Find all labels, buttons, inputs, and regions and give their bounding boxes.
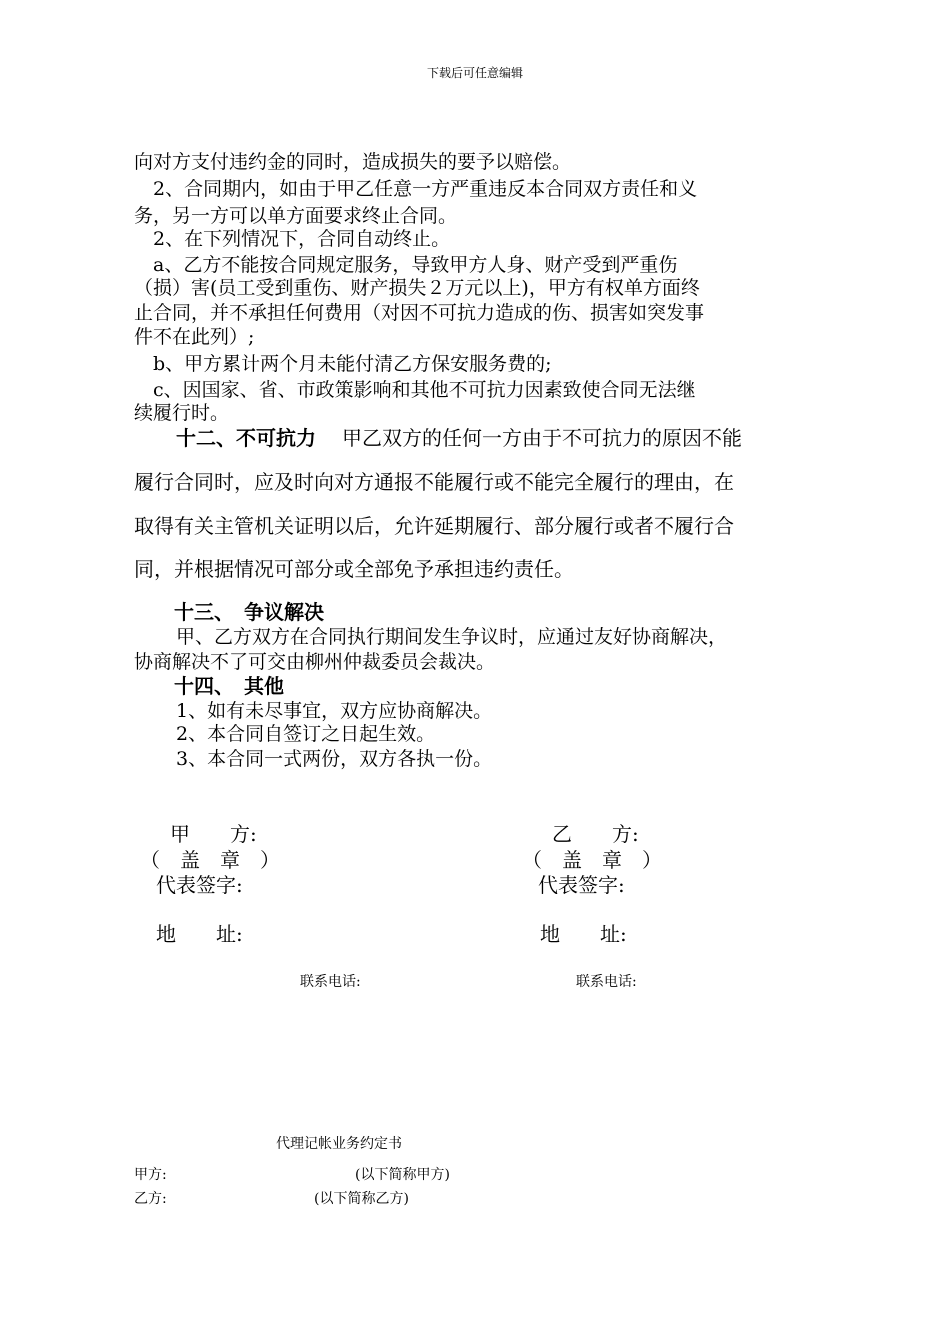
party-b-seal: （ 盖 章 ）: [522, 848, 662, 872]
text-line: 向对方支付违约金的同时，造成损失的要予以赔偿。: [134, 151, 572, 173]
party-a-seal: （ 盖 章 ）: [140, 848, 280, 872]
text-line: 3、本合同一式两份，双方各执一份。: [176, 748, 493, 770]
party-a-rep: 代表签字:: [156, 873, 243, 897]
text-line: 续履行时。: [134, 402, 230, 424]
text-line: b、甲方累计两个月未能付清乙方保安服务费的;: [134, 353, 552, 375]
text-line: c、因国家、省、市政策影响和其他不可抗力因素致使合同无法继: [134, 379, 696, 401]
text-line: a、乙方不能按合同规定服务，导致甲方人身、财产受到严重伤: [134, 254, 678, 276]
text-line: （损）害(员工受到重伤、财产损失２万元以上)，甲方有权单方面终: [134, 277, 700, 299]
text-line: 同，并根据情况可部分或全部免予承担违约责任。: [134, 557, 574, 581]
text-line: 止合同，并不承担任何费用（对因不可抗力造成的伤、损害如突发事: [134, 302, 705, 324]
section-heading: 十二、不可抗力: [176, 426, 316, 450]
text-line: 协商解决不了可交由柳州仲裁委员会裁决。: [134, 651, 496, 673]
party-a-note: (以下简称甲方): [355, 1167, 450, 1183]
party-b-rep: 代表签字:: [538, 873, 625, 897]
text-line: 2、本合同自签订之日起生效。: [176, 723, 436, 745]
text-line: 1、如有未尽事宜，双方应协商解决。: [176, 700, 493, 722]
party-b-note: (以下简称乙方): [314, 1191, 409, 1207]
party-a-address: 地 址:: [156, 922, 243, 946]
party-a-phone: 联系电话:: [300, 974, 361, 990]
text-line: 务，另一方可以单方面要求终止合同。: [134, 205, 458, 227]
text-line: 履行合同时，应及时向对方通报不能履行或不能完全履行的理由，在: [134, 470, 734, 494]
party-b-label: 乙 方:: [552, 822, 639, 846]
party-b-address: 地 址:: [540, 922, 627, 946]
text-line: 2、在下列情况下，合同自动终止。: [134, 228, 451, 250]
text-line: 甲、乙方双方在合同执行期间发生争议时，应通过友好协商解决，: [176, 626, 728, 648]
text-line: 甲乙双方的任何一方由于不可抗力的原因不能: [342, 426, 742, 450]
section-heading: 十四、 其他: [174, 674, 284, 698]
force-majeure-line: [176, 422, 742, 451]
document-title: 代理记帐业务约定书: [276, 1136, 402, 1152]
text-line: 取得有关主管机关证明以后，允许延期履行、部分履行或者不履行合: [134, 514, 734, 538]
page-header: 下载后可任意编辑: [426, 66, 523, 80]
party-b-field-label: 乙方:: [134, 1191, 167, 1207]
text-line: 件不在此列）;: [134, 326, 255, 348]
section-heading: 十三、 争议解决: [174, 600, 324, 624]
party-a-label: 甲 方:: [170, 822, 257, 846]
text-line: 2、合同期内，如由于甲乙任意一方严重违反本合同双方责任和义: [134, 178, 698, 200]
party-b-phone: 联系电话:: [576, 974, 637, 990]
party-a-field-label: 甲方:: [134, 1167, 167, 1183]
